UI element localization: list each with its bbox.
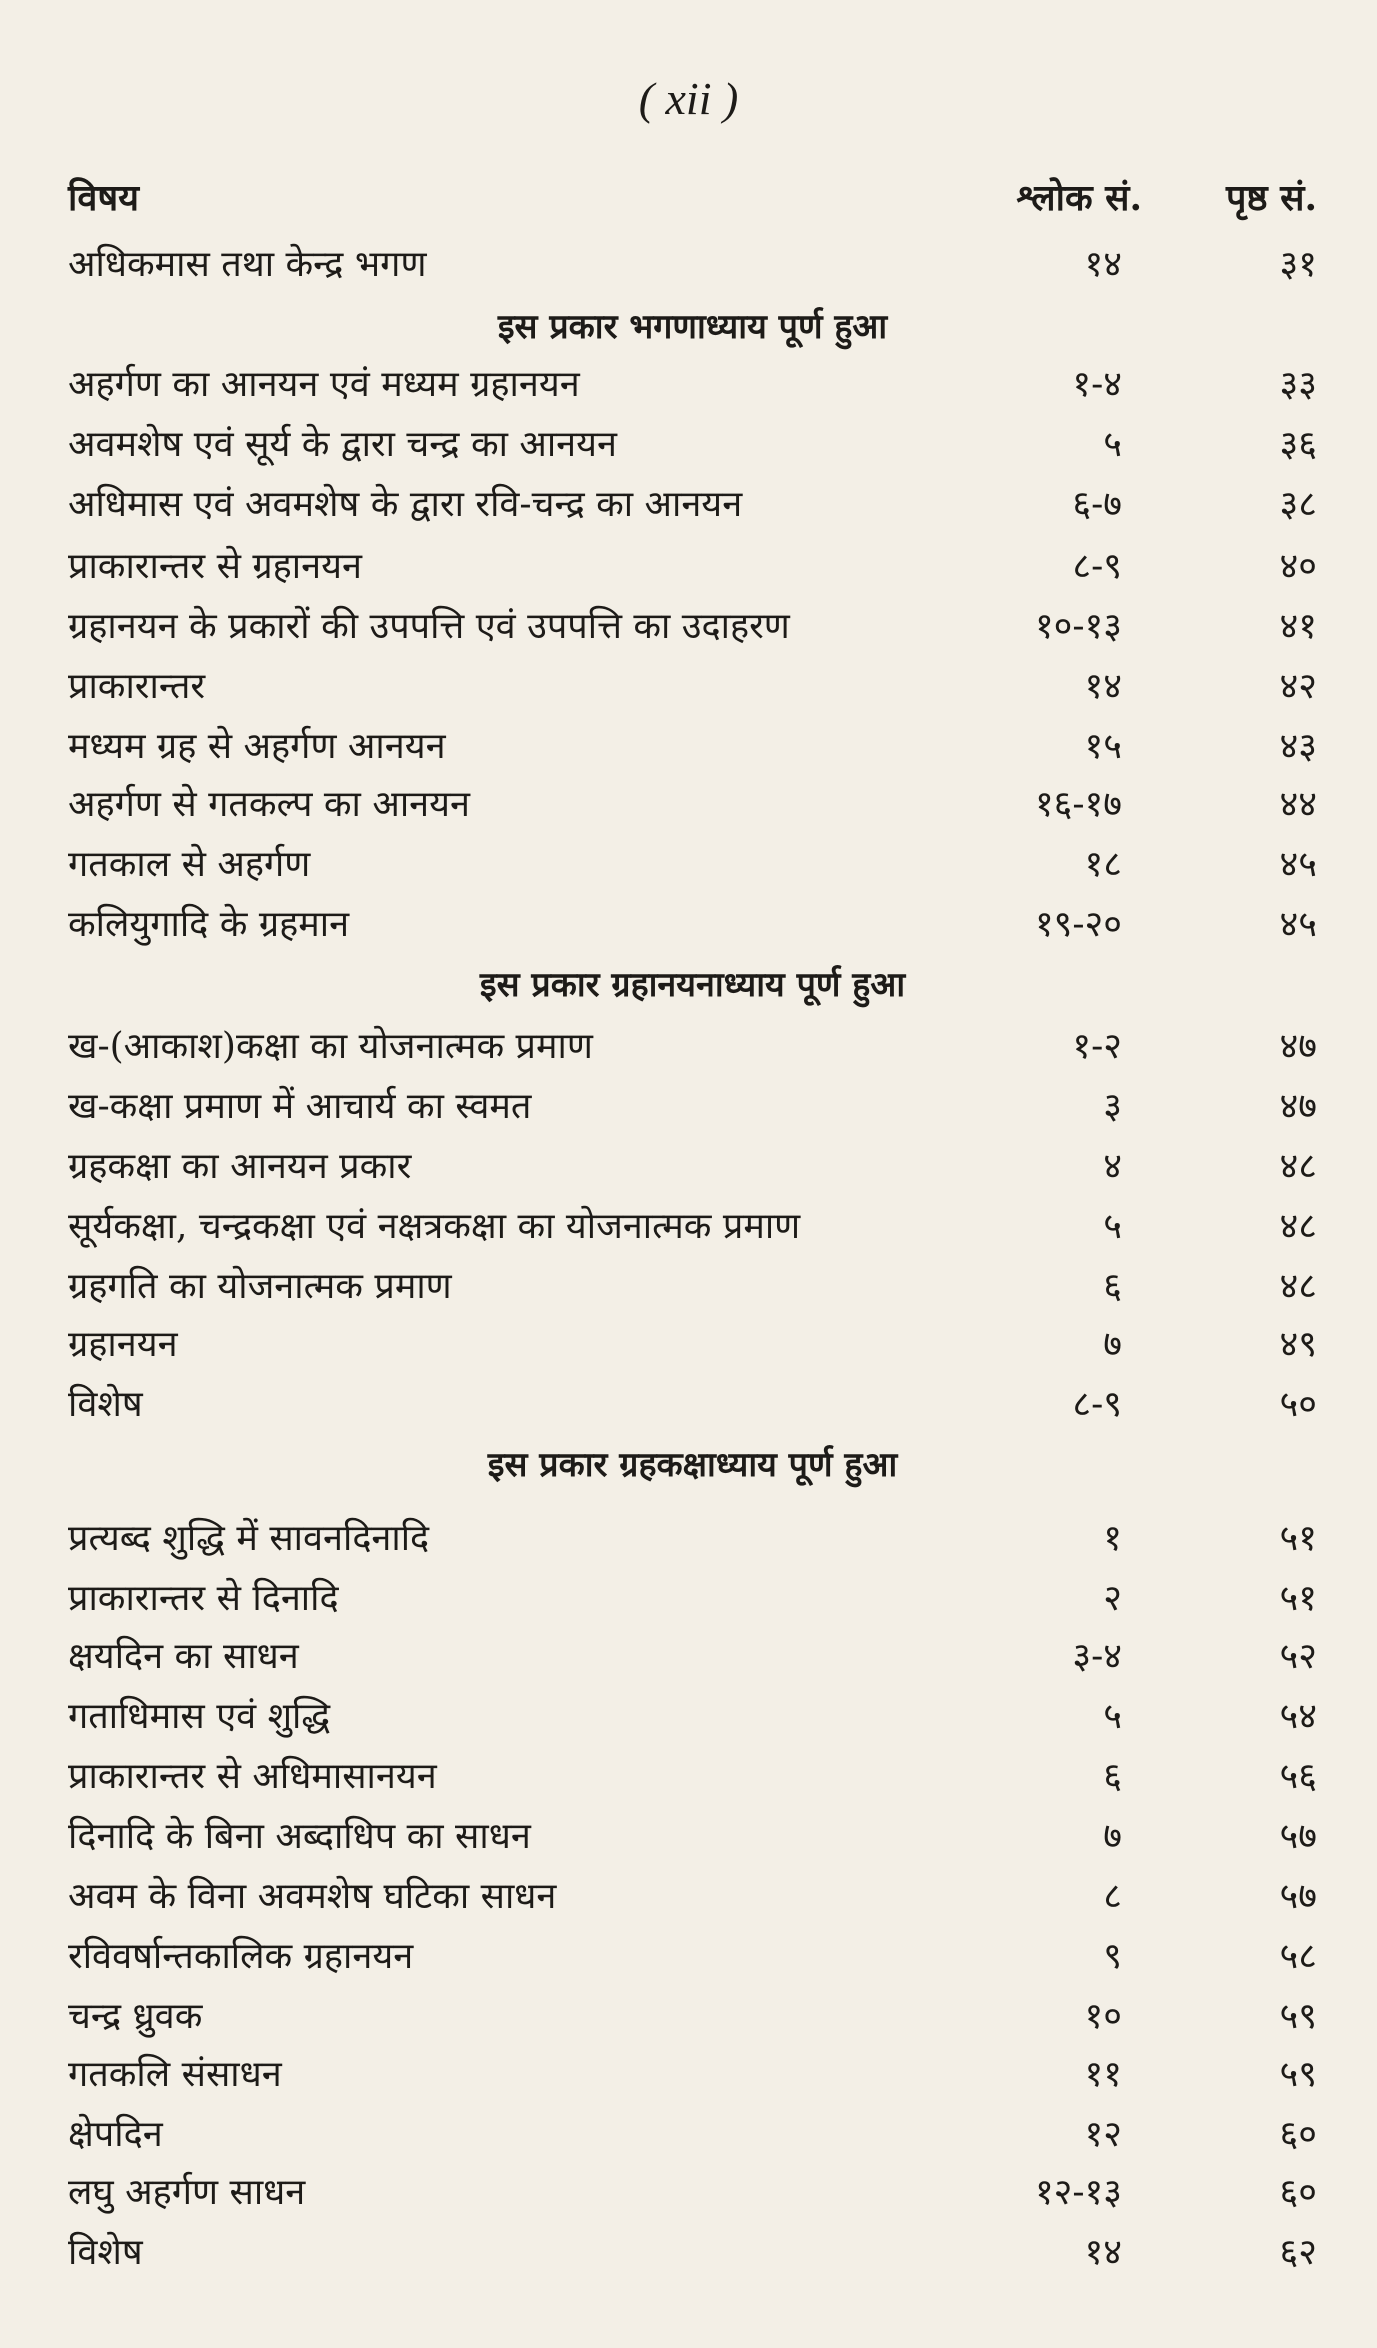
entry-title: विशेष — [68, 2232, 143, 2273]
entry-title: क्षयदिन का साधन — [68, 1636, 299, 1677]
toc-entry — [68, 720, 1317, 778]
toc-entry — [68, 2048, 1317, 2106]
entry-title: विशेष — [68, 1384, 143, 1425]
entry-title: ग्रहकक्षा का आनयन प्रकार — [68, 1146, 412, 1187]
entry-verse-number: १० — [1084, 1996, 1122, 2037]
entry-page-number: ५७ — [1279, 1876, 1317, 1917]
toc-entry — [68, 1020, 1317, 1078]
entry-title: प्राकारान्तर — [68, 666, 206, 707]
entry-verse-number: ६-७ — [1072, 484, 1122, 525]
entry-page-number: ३३ — [1279, 364, 1317, 405]
entry-title: गताधिमास एवं शुद्धि — [68, 1696, 331, 1737]
entry-verse-number: १०-१३ — [1034, 606, 1122, 647]
entry-page-number: ३८ — [1279, 484, 1317, 525]
entry-title: अवमशेष एवं सूर्य के द्वारा चन्द्र का आनयन — [68, 424, 618, 465]
chapter-end-note — [68, 960, 1317, 1018]
toc-entry — [68, 238, 1317, 296]
entry-verse-number: ५ — [1103, 1696, 1122, 1737]
entry-verse-number: १ — [1103, 1518, 1122, 1559]
entry-page-number: ६२ — [1279, 2232, 1317, 2273]
entry-page-number: ५८ — [1279, 1936, 1317, 1977]
entry-page-number: ५९ — [1279, 2054, 1317, 2095]
entry-title: प्राकारान्तर से ग्रहानयन — [68, 546, 362, 587]
toc-entry — [68, 1690, 1317, 1748]
entry-title: सूर्यकक्षा, चन्द्रकक्षा एवं नक्षत्रकक्षा का योजनात्मक प्रमाण — [68, 1206, 801, 1247]
entry-page-number: ३६ — [1279, 424, 1317, 465]
entry-page-number: ५१ — [1279, 1518, 1317, 1559]
page-number: ( xii ) — [638, 73, 739, 124]
entry-page-number: ३१ — [1279, 244, 1317, 285]
toc-entry — [68, 660, 1317, 718]
toc-entry — [68, 2226, 1317, 2284]
entry-title: ग्रहानयन — [68, 1324, 178, 1365]
entry-verse-number: ७ — [1103, 1816, 1122, 1857]
entry-title: ग्रहानयन के प्रकारों की उपपत्ति एवं उपपत्ति का उदाहरण — [68, 606, 790, 647]
entry-page-number: ४८ — [1279, 1266, 1317, 1307]
entry-page-number: ४३ — [1279, 726, 1317, 767]
entry-page-number: ६० — [1279, 2114, 1317, 2155]
entry-verse-number: ४ — [1103, 1146, 1122, 1187]
entry-page-number: ६० — [1279, 2172, 1317, 2213]
entry-title: ख-कक्षा प्रमाण में आचार्य का स्वमत — [68, 1086, 532, 1127]
entry-verse-number: १४ — [1084, 2232, 1122, 2273]
entry-title: अवम के विना अवमशेष घटिका साधन — [68, 1876, 557, 1917]
entry-verse-number: १-२ — [1072, 1026, 1122, 1067]
entry-page-number: ५२ — [1279, 1636, 1317, 1677]
toc-entry — [68, 478, 1317, 536]
entry-verse-number: १५ — [1084, 726, 1122, 767]
chapter-end-note — [68, 302, 1317, 360]
entry-page-number: ५७ — [1279, 1816, 1317, 1857]
header-subject: विषय — [68, 177, 140, 219]
toc-entry — [68, 540, 1317, 598]
entry-title: रविवर्षान्तकालिक ग्रहानयन — [68, 1936, 414, 1977]
entry-title: अहर्गण से गतकल्प का आनयन — [68, 784, 470, 825]
entry-page-number: ४२ — [1279, 666, 1317, 707]
entry-verse-number: ११ — [1084, 2054, 1122, 2095]
toc-entry — [68, 1630, 1317, 1688]
entry-page-number: ५१ — [1279, 1578, 1317, 1619]
entry-title: प्रत्यब्द शुद्धि में सावनदिनादि — [68, 1518, 430, 1559]
entry-verse-number: ६ — [1103, 1266, 1122, 1307]
chapter-end-text: इस प्रकार ग्रहकक्षाध्याय पूर्ण हुआ — [487, 1445, 898, 1485]
toc-header — [68, 172, 1317, 226]
entry-page-number: ४७ — [1279, 1086, 1317, 1127]
header-page-number: पृष्ठ सं. — [1225, 177, 1317, 219]
toc-entry — [68, 418, 1317, 476]
entry-page-number: ४८ — [1279, 1206, 1317, 1247]
header-verse-number: श्लोक सं. — [1016, 177, 1142, 219]
entry-title: दिनादि के बिना अब्दाधिप का साधन — [68, 1816, 531, 1857]
entry-title: गतकलि संसाधन — [68, 2054, 282, 2095]
entry-verse-number: ९ — [1103, 1936, 1122, 1977]
entry-page-number: ४५ — [1279, 844, 1317, 885]
entry-title: क्षेपदिन — [68, 2114, 163, 2155]
toc-entry — [68, 358, 1317, 416]
entry-page-number: ५६ — [1279, 1756, 1317, 1797]
entry-title: अधिकमास तथा केन्द्र भगण — [68, 244, 427, 285]
entry-title: अधिमास एवं अवमशेष के द्वारा रवि-चन्द्र का आनयन — [68, 484, 743, 525]
entry-title: प्राकारान्तर से अधिमासानयन — [68, 1756, 437, 1797]
entry-title: मध्यम ग्रह से अहर्गण आनयन — [68, 726, 446, 767]
toc-entry — [68, 1572, 1317, 1630]
entry-page-number: ४७ — [1279, 1026, 1317, 1067]
toc-entry — [68, 1260, 1317, 1318]
toc-entry — [68, 898, 1317, 956]
toc-entry — [68, 1930, 1317, 1988]
chapter-end-note — [68, 1440, 1317, 1498]
entry-verse-number: १९-२० — [1034, 904, 1122, 945]
entry-verse-number: १८ — [1084, 844, 1122, 885]
toc-entry — [68, 1080, 1317, 1138]
entry-verse-number: २ — [1103, 1578, 1122, 1619]
entry-verse-number: ७ — [1103, 1324, 1122, 1365]
toc-entry — [68, 778, 1317, 836]
entry-title: प्राकारान्तर से दिनादि — [68, 1578, 339, 1619]
toc-entry — [68, 1750, 1317, 1808]
entry-title: अहर्गण का आनयन एवं मध्यम ग्रहानयन — [68, 364, 580, 405]
entry-page-number: ४० — [1279, 546, 1317, 587]
entry-title: गतकाल से अहर्गण — [68, 844, 311, 885]
entry-verse-number: ५ — [1103, 424, 1122, 465]
chapter-end-text: इस प्रकार भगणाध्याय पूर्ण हुआ — [497, 307, 888, 347]
entry-verse-number: ८-९ — [1072, 546, 1122, 587]
entry-page-number: ५० — [1279, 1384, 1317, 1425]
toc-entry — [68, 1990, 1317, 2048]
toc-entry — [68, 1512, 1317, 1570]
entry-verse-number: ३-४ — [1072, 1636, 1122, 1677]
toc-entry — [68, 1810, 1317, 1868]
entry-verse-number: ८ — [1103, 1876, 1122, 1917]
entry-title: कलियुगादि के ग्रहमान — [68, 904, 350, 945]
toc-entry — [68, 2166, 1317, 2224]
entry-page-number: ४४ — [1279, 784, 1317, 825]
chapter-end-text: इस प्रकार ग्रहानयनाध्याय पूर्ण हुआ — [479, 965, 906, 1005]
toc-entry — [68, 1378, 1317, 1436]
entry-verse-number: ८-९ — [1072, 1384, 1122, 1425]
toc-entry — [68, 600, 1317, 658]
entry-page-number: ४१ — [1279, 606, 1317, 647]
entry-verse-number: १६-१७ — [1034, 784, 1122, 825]
entry-verse-number: १४ — [1084, 244, 1122, 285]
entry-page-number: ५९ — [1279, 1996, 1317, 2037]
entry-page-number: ४९ — [1279, 1324, 1317, 1365]
entry-verse-number: ६ — [1103, 1756, 1122, 1797]
entry-verse-number: १-४ — [1072, 364, 1122, 405]
entry-verse-number: १२-१३ — [1034, 2172, 1122, 2213]
entry-title: ख-(आकाश)कक्षा का योजनात्मक प्रमाण — [68, 1026, 593, 1067]
entry-verse-number: १२ — [1084, 2114, 1122, 2155]
entry-title: चन्द्र ध्रुवक — [68, 1996, 203, 2037]
entry-title: लघु अहर्गण साधन — [68, 2172, 306, 2213]
toc-entry — [68, 2108, 1317, 2166]
toc-entry — [68, 1870, 1317, 1928]
entry-verse-number: ५ — [1103, 1206, 1122, 1247]
toc-entry — [68, 1140, 1317, 1198]
entry-page-number: ४८ — [1279, 1146, 1317, 1187]
toc-entry — [68, 838, 1317, 896]
toc-entry — [68, 1318, 1317, 1376]
entry-page-number: ४५ — [1279, 904, 1317, 945]
toc-entry — [68, 1200, 1317, 1258]
entry-verse-number: ३ — [1103, 1086, 1122, 1127]
entry-title: ग्रहगति का योजनात्मक प्रमाण — [68, 1266, 452, 1307]
entry-page-number: ५४ — [1279, 1696, 1317, 1737]
entry-verse-number: १४ — [1084, 666, 1122, 707]
